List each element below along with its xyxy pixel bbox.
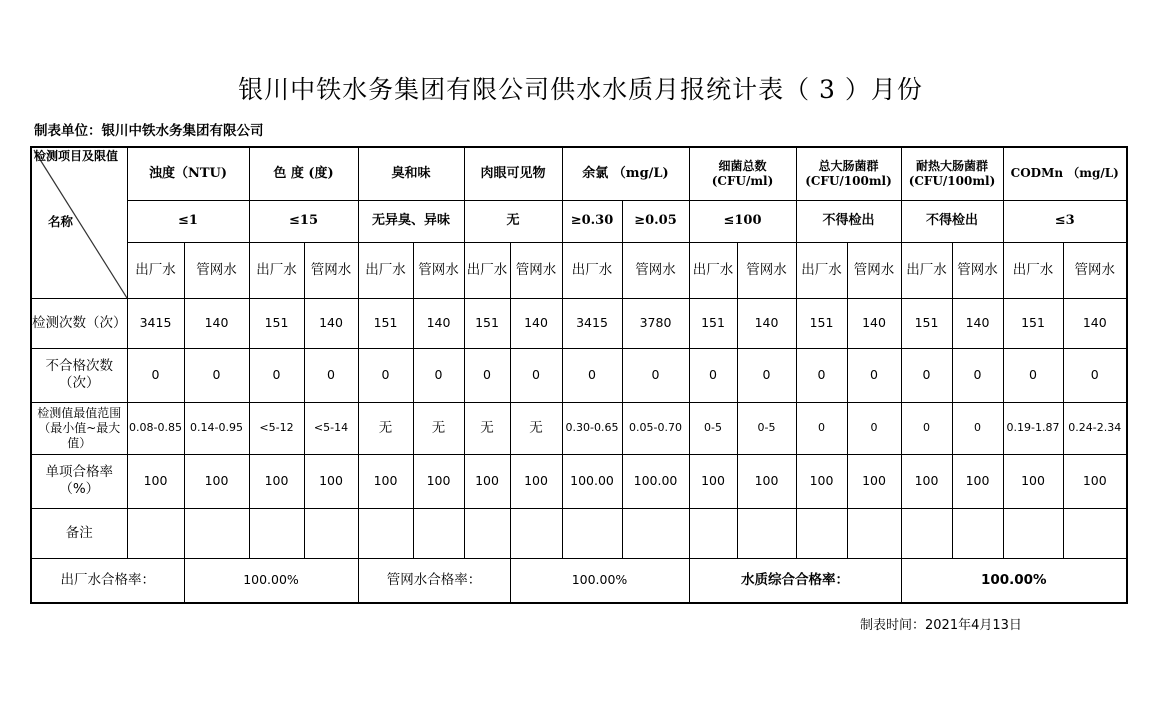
item-odor: 臭和味 (358, 147, 464, 200)
cell: 0 (464, 348, 510, 402)
cell: 0 (562, 348, 622, 402)
cell: 100 (413, 454, 464, 508)
item-color: 色 度 (度) (249, 147, 358, 200)
cell (464, 508, 510, 558)
overall-pass-rate-label: 水质综合合格率： (689, 558, 901, 603)
cell: 100.00 (622, 454, 689, 508)
cell: 151 (464, 298, 510, 348)
diagonal-header-cell (31, 147, 127, 298)
cell: 100 (952, 454, 1003, 508)
overall-pass-rate-value: 100.00% (901, 558, 1127, 603)
cell: 0 (952, 348, 1003, 402)
cell: 0 (249, 348, 304, 402)
cell (358, 508, 413, 558)
item-turbidity: 浊度（NTU) (127, 147, 249, 200)
item-thermo-coliform-name: 耐热大肠菌群 (915, 158, 988, 173)
cell: 100 (184, 454, 249, 508)
limit-visible: 无 (464, 200, 562, 242)
factory-pass-rate-label: 出厂水合格率： (31, 558, 184, 603)
cell: 3780 (622, 298, 689, 348)
cell: 140 (1063, 298, 1127, 348)
item-thermo-coliform-unit: (CFU/100ml) (908, 173, 996, 188)
cell (249, 508, 304, 558)
cell: 151 (796, 298, 847, 348)
cell: 0-5 (737, 402, 796, 454)
item-coliform-name: 总大肠菌群 (818, 158, 879, 173)
cell: 0 (622, 348, 689, 402)
cell (413, 508, 464, 558)
diagonal-line-icon (32, 148, 127, 298)
limit-turbidity: ≤1 (127, 200, 249, 242)
water-quality-table (30, 146, 1128, 604)
cell: 151 (249, 298, 304, 348)
limit-chlorine-factory: ≥0.30 (562, 200, 622, 242)
cell: 0 (510, 348, 562, 402)
sub-network: 管网水 (847, 242, 901, 298)
sub-network: 管网水 (622, 242, 689, 298)
cell: 0.14-0.95 (184, 402, 249, 454)
item-thermo-coliform (901, 147, 1003, 200)
cell: 151 (358, 298, 413, 348)
limit-thermo-coliform: 不得检出 (901, 200, 1003, 242)
limit-color: ≤15 (249, 200, 358, 242)
cell: 100 (510, 454, 562, 508)
cell: 140 (413, 298, 464, 348)
table-row-range (31, 402, 1127, 454)
item-visible: 肉眼可见物 (464, 147, 562, 200)
cell: 0 (901, 348, 952, 402)
issuing-unit: 制表单位：银川中铁水务集团有限公司 (34, 123, 264, 139)
limit-coliform: 不得检出 (796, 200, 901, 242)
cell: 0 (304, 348, 358, 402)
row-label: 检测次数（次） (31, 298, 127, 348)
cell: 100.00 (562, 454, 622, 508)
cell (952, 508, 1003, 558)
cell: 100 (1003, 454, 1063, 508)
cell: 100 (737, 454, 796, 508)
cell (622, 508, 689, 558)
cell (1063, 508, 1127, 558)
cell (127, 508, 184, 558)
cell: 140 (737, 298, 796, 348)
cell (737, 508, 796, 558)
cell: 100 (1063, 454, 1127, 508)
table-row-summary (31, 558, 1127, 603)
cell: 151 (1003, 298, 1063, 348)
header-row-subtypes (31, 242, 1127, 298)
item-coliform-unit: (CFU/100ml) (805, 173, 892, 188)
cell: 无 (464, 402, 510, 454)
cell: 0 (796, 402, 847, 454)
cell: 151 (689, 298, 737, 348)
sub-factory: 出厂水 (689, 242, 737, 298)
item-bacteria (689, 147, 796, 200)
cell: 0 (184, 348, 249, 402)
sub-factory: 出厂水 (464, 242, 510, 298)
cell: 0 (127, 348, 184, 402)
table-row-remarks (31, 508, 1127, 558)
network-pass-rate-value: 100.00% (510, 558, 689, 603)
sub-factory: 出厂水 (562, 242, 622, 298)
sub-network: 管网水 (413, 242, 464, 298)
row-label: 单项合格率（%） (31, 454, 127, 508)
cell (562, 508, 622, 558)
cell: 100 (796, 454, 847, 508)
cell: 0 (901, 402, 952, 454)
row-label: 不合格次数（次） (31, 348, 127, 402)
limit-chlorine-network: ≥0.05 (622, 200, 689, 242)
cell: 0.08-0.85 (127, 402, 184, 454)
sub-network: 管网水 (1063, 242, 1127, 298)
sub-factory: 出厂水 (796, 242, 847, 298)
cell: 0 (847, 402, 901, 454)
cell: 100 (127, 454, 184, 508)
cell: 3415 (127, 298, 184, 348)
header-row-items (31, 147, 1127, 200)
cell: <5-14 (304, 402, 358, 454)
page-title: 银川中铁水务集团有限公司供水水质月报统计表（ 3 ）月份 (238, 75, 923, 104)
cell: 140 (304, 298, 358, 348)
cell: 无 (413, 402, 464, 454)
sub-network: 管网水 (952, 242, 1003, 298)
table-row-fail-count (31, 348, 1127, 402)
report-date: 制表时间：2021年4月13日 (860, 618, 1022, 633)
network-pass-rate-label: 管网水合格率： (358, 558, 510, 603)
cell: 100 (249, 454, 304, 508)
cell: 140 (510, 298, 562, 348)
cell: 100 (901, 454, 952, 508)
cell: 140 (184, 298, 249, 348)
sub-network: 管网水 (510, 242, 562, 298)
cell: 0-5 (689, 402, 737, 454)
cell: 0 (1003, 348, 1063, 402)
limit-codmn: ≤3 (1003, 200, 1127, 242)
table-row-pass-rate (31, 454, 1127, 508)
cell (796, 508, 847, 558)
diag-header-bottom: 名称 (48, 214, 74, 229)
diag-header-top: 检测项目及限值 (34, 149, 119, 163)
cell: <5-12 (249, 402, 304, 454)
sub-network: 管网水 (184, 242, 249, 298)
sub-factory: 出厂水 (1003, 242, 1063, 298)
item-bacteria-unit: (CFU/ml) (711, 173, 774, 188)
factory-pass-rate-value: 100.00% (184, 558, 358, 603)
cell: 100 (464, 454, 510, 508)
cell: 0 (737, 348, 796, 402)
cell: 3415 (562, 298, 622, 348)
cell: 无 (510, 402, 562, 454)
cell (1003, 508, 1063, 558)
cell: 100 (358, 454, 413, 508)
cell (184, 508, 249, 558)
sub-factory: 出厂水 (901, 242, 952, 298)
cell: 0 (952, 402, 1003, 454)
item-coliform (796, 147, 901, 200)
limit-bacteria: ≤100 (689, 200, 796, 242)
cell: 151 (901, 298, 952, 348)
cell: 100 (304, 454, 358, 508)
row-label: 备注 (31, 508, 127, 558)
cell: 140 (952, 298, 1003, 348)
sub-factory: 出厂水 (127, 242, 184, 298)
cell: 0 (847, 348, 901, 402)
cell (689, 508, 737, 558)
cell: 0 (1063, 348, 1127, 402)
cell: 0 (358, 348, 413, 402)
cell (901, 508, 952, 558)
cell (510, 508, 562, 558)
row-label: 检测值最值范围（最小值~最大值） (31, 402, 127, 454)
sub-factory: 出厂水 (249, 242, 304, 298)
cell: 0.30-0.65 (562, 402, 622, 454)
cell: 0 (413, 348, 464, 402)
sub-factory: 出厂水 (358, 242, 413, 298)
table-row-test-count (31, 298, 1127, 348)
item-codmn: CODMn （mg/L) (1003, 147, 1127, 200)
sub-network: 管网水 (737, 242, 796, 298)
cell: 0.05-0.70 (622, 402, 689, 454)
cell: 无 (358, 402, 413, 454)
cell: 0.24-2.34 (1063, 402, 1127, 454)
limit-odor: 无异臭、异味 (358, 200, 464, 242)
item-chlorine: 余氯 （mg/L) (562, 147, 689, 200)
cell: 0.19-1.87 (1003, 402, 1063, 454)
cell: 100 (847, 454, 901, 508)
cell (304, 508, 358, 558)
cell: 0 (689, 348, 737, 402)
cell: 100 (689, 454, 737, 508)
cell (847, 508, 901, 558)
cell: 140 (847, 298, 901, 348)
cell: 0 (796, 348, 847, 402)
sub-network: 管网水 (304, 242, 358, 298)
header-row-limits (31, 200, 1127, 242)
item-bacteria-name: 细菌总数 (718, 158, 767, 173)
